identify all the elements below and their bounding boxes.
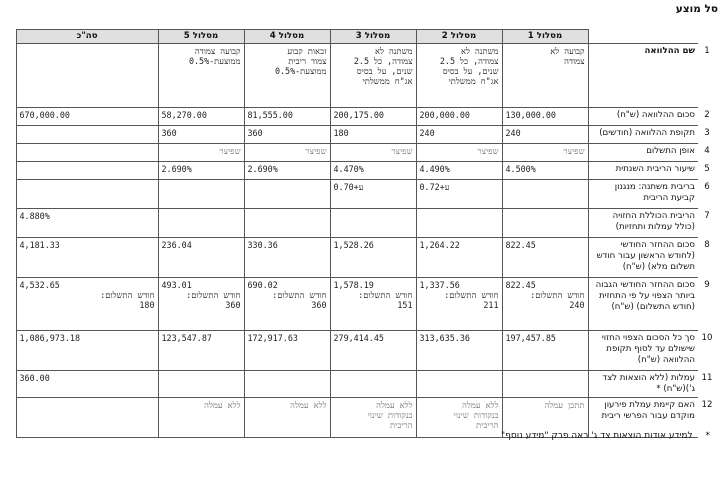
cell-lines [506,333,585,343]
cell-track-1 [502,278,588,331]
cell-track-1 [502,108,588,126]
cell-track-4 [244,126,330,144]
cell-track-5 [158,144,244,162]
cell-line: שפיצר [563,146,585,156]
cell-lines [248,280,327,310]
cell-line: 200,000.00 [419,110,470,120]
cell-line: הריבית [390,420,413,430]
cell-lines [162,46,241,66]
cell-line: חודש התשלום: [186,290,241,300]
table-row [16,371,716,398]
cell-lines [334,146,413,156]
cell-lines [162,240,241,250]
cell-track-1 [502,162,588,180]
loan-basket-table [16,29,717,438]
cell-line: ללא עמלה [376,400,413,410]
cell-line: 690.02 [247,280,278,290]
cell-lines [248,164,327,174]
cell-track-2 [416,238,502,278]
table-row [16,278,716,331]
cell-line: שפיצר [391,146,413,156]
cell-lines [506,240,585,250]
column-header-track-3: מסלול 3 [330,30,416,44]
header-blank-label [588,30,698,44]
cell-line: 1,264.22 [419,240,460,250]
cell-track-1 [502,331,588,371]
cell-line: 4.470% [333,164,364,174]
cell-lines [248,110,327,120]
cell-line: חודש התשלום: [100,290,155,300]
row-label: הריבית הכוללת החזויה (כולל עמלות ותחזיות) [588,209,698,238]
cell-line: 822.45 [505,240,536,250]
column-header-track-5: מסלול 5 [158,30,244,44]
cell-line: משתנה לא [460,46,499,56]
cell-track-3 [330,209,416,238]
table-row [16,108,716,126]
cell-lines [334,110,413,120]
cell-total [16,238,158,278]
cell-lines [420,146,499,156]
cell-lines [334,280,413,310]
cell-line: 58,270.00 [161,110,207,120]
cell-line: בנקודות שינוי [367,410,413,420]
cell-lines [334,400,413,430]
cell-lines [248,128,327,138]
cell-track-3 [330,144,416,162]
cell-lines [20,211,155,221]
row-label: שיעור הריבית השנתית [588,162,698,180]
row-label: שם ההלוואה [588,44,698,108]
cell-line: 313,635.36 [419,333,470,343]
cell-line: 360 [161,128,177,138]
cell-total [16,126,158,144]
cell-line: 240 [505,128,521,138]
cell-track-4 [244,398,330,438]
cell-line: 279,414.45 [333,333,384,343]
row-number: 12 [701,399,713,410]
row-number: 2 [704,109,710,120]
cell-line: 2.690% [161,164,192,174]
cell-line: 360.00 [19,373,50,383]
cell-lines [162,400,241,410]
cell-line: חודש התשלום: [358,290,413,300]
cell-track-3 [330,108,416,126]
cell-lines [20,333,155,343]
cell-track-3 [330,44,416,108]
cell-lines [334,128,413,138]
row-label: סכום ההלוואה (ש"ח) [588,108,698,126]
row-label: סכום ההחזר החודשי הגבוה ביותר הצפוי על פי התחזית (חודש התשלום) (ש"ח) [588,278,698,331]
cell-track-5 [158,398,244,438]
cell-lines [248,240,327,250]
cell-track-4 [244,371,330,398]
cell-line: קבועה צמודה [194,46,241,56]
cell-track-2 [416,398,502,438]
cell-line: תתכן עמלה [544,400,585,410]
row-label: תקופת ההלוואה (חודשים) [588,126,698,144]
cell-track-2 [416,278,502,331]
cell-track-4 [244,162,330,180]
header-blank-num [698,30,716,44]
cell-line: 360 [247,128,263,138]
cell-track-3 [330,238,416,278]
column-header-total: סה"כ [16,30,158,44]
cell-line: 151 [397,300,413,310]
cell-track-1 [502,44,588,108]
cell-track-4 [244,144,330,162]
cell-line: 211 [483,300,499,310]
cell-track-5 [158,108,244,126]
cell-total [16,331,158,371]
cell-lines [420,182,499,192]
cell-total [16,108,158,126]
cell-lines [420,240,499,250]
footnote-star: * [705,431,710,441]
cell-total [16,44,158,108]
cell-lines [20,110,155,120]
cell-track-2 [416,144,502,162]
cell-line: שנים, על בסיס [356,66,413,76]
cell-track-3 [330,126,416,144]
cell-line: שנים, על בסיס [442,66,499,76]
row-number: 10 [701,332,713,343]
cell-line: ללא עמלה [204,400,241,410]
cell-line: 172,917.63 [247,333,298,343]
table-row [16,180,716,209]
cell-track-2 [416,126,502,144]
cell-lines [420,164,499,174]
cell-line: 822.45 [505,280,536,290]
cell-track-5 [158,278,244,331]
cell-track-4 [244,180,330,209]
cell-line: הריבית [476,420,499,430]
page-title: סל מוצע [675,3,718,15]
cell-lines [334,333,413,343]
cell-line: ע+0.70 [333,182,364,192]
table-row [16,162,716,180]
cell-line: 130,000.00 [505,110,556,120]
cell-track-1 [502,238,588,278]
cell-track-3 [330,331,416,371]
cell-track-2 [416,371,502,398]
cell-line: חודש התשלום: [530,290,585,300]
cell-line: זכאות קבוע [287,46,327,56]
row-number: 1 [704,45,710,56]
cell-line: 81,555.00 [247,110,293,120]
cell-total [16,144,158,162]
cell-lines [420,128,499,138]
cell-lines [420,110,499,120]
row-number: 8 [704,239,710,250]
cell-track-5 [158,238,244,278]
cell-line: ממוצעת-0.5% [188,56,241,66]
cell-lines [162,280,241,310]
cell-track-2 [416,331,502,371]
cell-track-1 [502,144,588,162]
cell-lines [248,333,327,343]
cell-track-1 [502,209,588,238]
column-header-track-2: מסלול 2 [416,30,502,44]
cell-lines [334,240,413,250]
row-label: סך כל הסכום הצפוי החזוי שישולם עד לסוף תקופת ההלוואה (ש"ח) [588,331,698,371]
row-number: 7 [704,210,710,221]
row-number: 4 [704,145,710,156]
cell-track-3 [330,278,416,331]
cell-total [16,278,158,331]
cell-line: שפיצר [477,146,499,156]
cell-line: 360 [311,300,327,310]
cell-lines [20,373,155,383]
cell-track-2 [416,180,502,209]
row-label: האם קיימת עמלת פירעון מוקדם עבור הפרשי ריבית [588,398,698,438]
row-number: 3 [704,127,710,138]
row-number: 6 [704,181,710,192]
cell-line: 493.01 [161,280,192,290]
cell-lines [162,110,241,120]
cell-lines [334,164,413,174]
cell-lines [506,46,585,66]
cell-lines [506,146,585,156]
cell-total [16,371,158,398]
cell-line: 4.500% [505,164,536,174]
cell-track-4 [244,209,330,238]
cell-line: 236.04 [161,240,192,250]
cell-line: משתנה לא [374,46,413,56]
cell-line: 4,532.65 [19,280,60,290]
cell-line: 180 [139,300,155,310]
cell-line: ממוצעת-0.5% [274,66,327,76]
cell-track-4 [244,108,330,126]
cell-line: צמודה, כל 2.5 [353,56,413,66]
cell-lines [162,128,241,138]
cell-total [16,398,158,438]
cell-track-2 [416,108,502,126]
cell-line: 4.880% [19,211,50,221]
row-label: עמלות (ללא הוצאות לצד ג')(ש"ח) * [588,371,698,398]
cell-line: צמודה [564,56,585,66]
row-number: 5 [704,163,710,174]
cell-track-2 [416,44,502,108]
cell-total [16,209,158,238]
cell-line: 670,000.00 [19,110,70,120]
column-header-track-4: מסלול 4 [244,30,330,44]
cell-lines [506,110,585,120]
cell-track-1 [502,180,588,209]
cell-track-4 [244,238,330,278]
cell-line: 123,547.87 [161,333,212,343]
row-number: 11 [701,372,713,383]
cell-total [16,180,158,209]
cell-line: 1,578.19 [333,280,374,290]
table-row [16,209,716,238]
table-row [16,126,716,144]
cell-track-4 [244,44,330,108]
cell-line: 360 [225,300,241,310]
cell-lines [162,164,241,174]
cell-track-2 [416,162,502,180]
cell-track-3 [330,180,416,209]
cell-lines [506,280,585,310]
cell-line: קבועה לא [550,46,585,56]
footnote-text: למידע אודות הוצאות צד ג' ראה פרק "מידע נוסף" [501,431,693,441]
cell-track-1 [502,371,588,398]
cell-line: בנקודות שינוי [453,410,499,420]
row-label: בריבית משתנה: מנגנון קביעת הריבית [588,180,698,209]
cell-track-5 [158,209,244,238]
cell-line: ללא עמלה [462,400,499,410]
cell-lines [20,280,155,310]
cell-lines [420,46,499,86]
cell-track-3 [330,398,416,438]
cell-total [16,162,158,180]
cell-track-3 [330,162,416,180]
cell-track-1 [502,126,588,144]
cell-lines [506,128,585,138]
table-header-row [16,30,716,44]
cell-line: צמודה, כל 2.5 [439,56,499,66]
cell-line: חודש התשלום: [272,290,327,300]
cell-lines [162,333,241,343]
cell-lines [334,46,413,86]
cell-track-5 [158,371,244,398]
cell-line: 197,457.85 [505,333,556,343]
cell-track-5 [158,126,244,144]
cell-line: 4.490% [419,164,450,174]
cell-lines [20,240,155,250]
cell-lines [248,46,327,76]
cell-track-3 [330,371,416,398]
cell-line: ע+0.72 [419,182,450,192]
cell-track-4 [244,331,330,371]
cell-line: 240 [419,128,435,138]
cell-track-5 [158,180,244,209]
cell-lines [420,333,499,343]
cell-lines [334,182,413,192]
cell-line: 4,181.33 [19,240,60,250]
cell-line: 240 [569,300,585,310]
table-row [16,44,716,108]
cell-line: צמוד ריבית [288,56,327,66]
cell-line: שפיצר [305,146,327,156]
cell-line: 330.36 [247,240,278,250]
cell-lines [506,400,585,410]
cell-lines [248,400,327,410]
cell-line: אג"ח ממשלתי [362,76,413,86]
row-label: אופן התשלום [588,144,698,162]
table-row [16,144,716,162]
cell-lines [420,280,499,310]
cell-line: 180 [333,128,349,138]
column-header-track-1: מסלול 1 [502,30,588,44]
row-number: 9 [704,279,710,290]
cell-track-5 [158,331,244,371]
cell-line: 2.690% [247,164,278,174]
cell-line: אג"ח ממשלתי [448,76,499,86]
cell-line: ללא עמלה [290,400,327,410]
cell-line: שפיצר [219,146,241,156]
cell-lines [248,146,327,156]
cell-track-5 [158,162,244,180]
table-row [16,238,716,278]
cell-line: 1,337.56 [419,280,460,290]
footnote [501,431,710,441]
cell-line: 1,528.26 [333,240,374,250]
cell-lines [420,400,499,430]
cell-lines [162,146,241,156]
cell-lines [506,164,585,174]
cell-line: חודש התשלום: [444,290,499,300]
cell-line: 1,086,973.18 [19,333,81,343]
cell-track-5 [158,44,244,108]
cell-line: 200,175.00 [333,110,384,120]
table-row [16,331,716,371]
row-label: סכום ההחזר החודשי (לחודש הראשון עבור חודש תשלום מלא) (ש"ח) [588,238,698,278]
cell-track-4 [244,278,330,331]
cell-track-2 [416,209,502,238]
